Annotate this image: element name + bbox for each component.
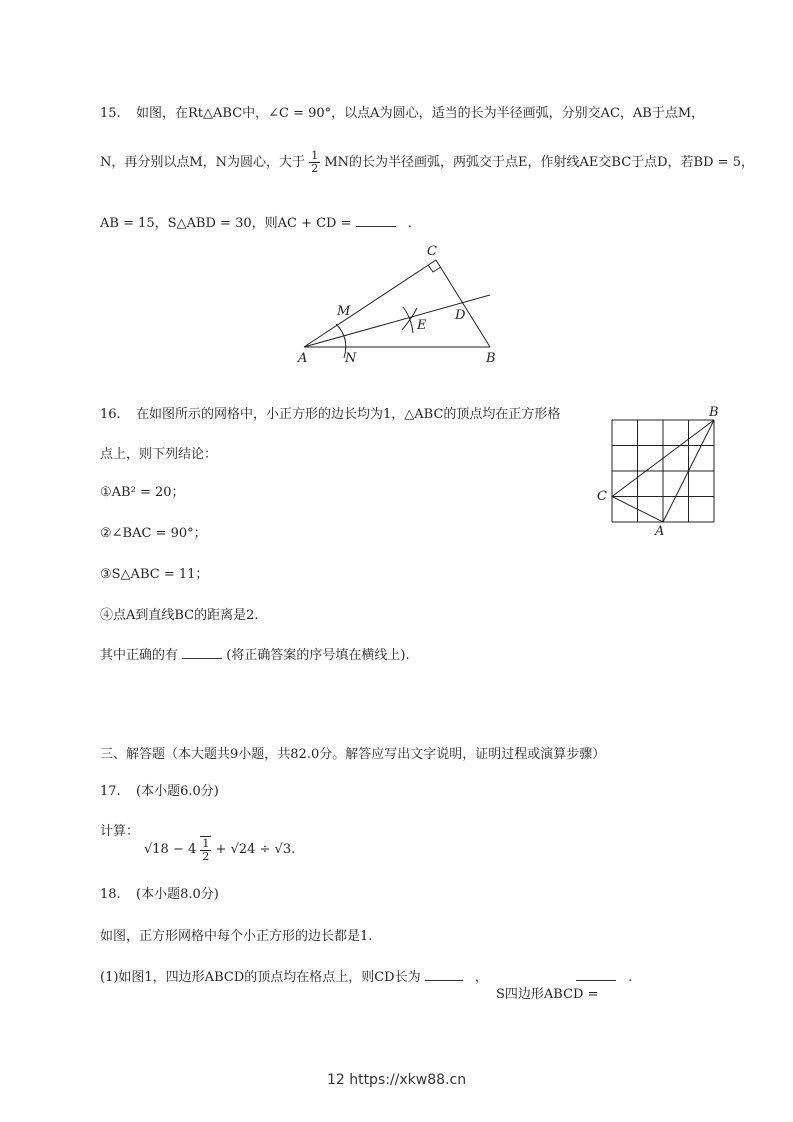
label-e: E [417, 318, 427, 333]
q17-expression-part-a: √18 − 4 [144, 842, 197, 857]
q17-prompt: 计算： [100, 824, 140, 839]
q15-line2-part-b: MN的长为半径画弧，两弧交于点E，作射线AE交BC于点D，若BD = 5， [324, 155, 754, 170]
right-angle-mark [428, 265, 441, 272]
q18-part1-text: (1)如图1，四边形ABCD的顶点均在格点上，则CD长为 [100, 970, 421, 985]
q16-answer-line [100, 646, 410, 666]
q18-area-answer [576, 968, 632, 988]
q15-answer-blank[interactable] [356, 214, 396, 227]
q16-answer-blank[interactable] [182, 646, 222, 659]
q18-score: (本小题8.0分) [136, 887, 219, 902]
q17-expression [144, 836, 295, 863]
q17-expression-part-b: + √24 ÷ √3. [215, 842, 296, 857]
q18-intro: 如图，正方形网格中每个小正方形的边长都是1. [100, 929, 373, 944]
q18-cd-blank[interactable] [425, 968, 463, 981]
q16-answer-prefix: 其中正确的有 [100, 648, 179, 663]
q17-score: (本小题6.0分) [136, 784, 219, 799]
figure-16-grid [592, 402, 732, 542]
label-a: A [298, 351, 308, 366]
label-a: A [655, 524, 665, 539]
arc-e-1 [403, 307, 413, 333]
label-c: C [597, 489, 607, 504]
q15-line3 [100, 214, 412, 234]
q16-answer-suffix: (将正确答案的序号填在横线上). [226, 648, 410, 663]
q16-line2: 点上，则下列结论： [100, 447, 218, 462]
section3-heading: 三、解答题（本大题共9小题，共82.0分。解答应写出文字说明，证明过程或演算步骤） [100, 747, 606, 762]
q17-number: 17. [100, 784, 121, 799]
q15-line3-text: AB = 15，S△ABD = 30，则AC + CD = [100, 216, 352, 231]
segment-cb [436, 260, 490, 347]
q15-fraction-denominator: 2 [311, 162, 319, 175]
q17-fraction-numerator: 1 [202, 837, 210, 850]
q15-line2 [100, 150, 754, 175]
segment-ac [304, 260, 436, 347]
q18-comma: ， [474, 970, 488, 985]
label-d: D [455, 308, 466, 323]
figure-15-triangle [290, 240, 510, 370]
q18-number: 18. [100, 887, 121, 902]
q18-end-period: . [628, 970, 633, 985]
page-footer: 12 https://xkw88.cn [326, 1072, 467, 1088]
q15-number: 15. [100, 106, 121, 121]
q18-area-line [496, 985, 598, 1005]
q15-line1: 如图，在Rt△ABC中，∠C = 90°，以点A为圆心，适当的长为半径画弧，分别交AC，AB于点M， [136, 106, 705, 121]
q17-fraction-denominator: 2 [202, 850, 210, 863]
q16-option-3: ③S△ABC = 11； [100, 567, 209, 582]
label-c: C [427, 244, 437, 259]
q15-fraction [309, 150, 320, 175]
q18-area-blank[interactable] [576, 968, 616, 981]
q17-sqrt-fraction [200, 836, 211, 863]
q18-area-label: S四边形ABCD = [496, 987, 599, 1002]
q15-line2-part-a: N，再分别以点M，N为圆心，大于 [100, 155, 306, 170]
q16-option-1: ①AB² = 20； [100, 485, 185, 500]
q15-fraction-numerator: 1 [311, 149, 319, 162]
label-b: B [486, 351, 496, 366]
q16-number: 16. [100, 407, 121, 422]
q18-part1 [100, 968, 488, 988]
label-n: N [345, 351, 357, 366]
q16-option-4: ④点A到直线BC的距离是2. [100, 608, 259, 623]
label-b: B [709, 405, 719, 420]
q16-option-2: ②∠BAC = 90°； [100, 526, 207, 541]
q15-end-period: . [407, 216, 412, 231]
q16-line1: 在如图所示的网格中，小正方形的边长均为1，△ABC的顶点均在正方形格 [136, 407, 561, 422]
label-m: M [337, 304, 351, 319]
